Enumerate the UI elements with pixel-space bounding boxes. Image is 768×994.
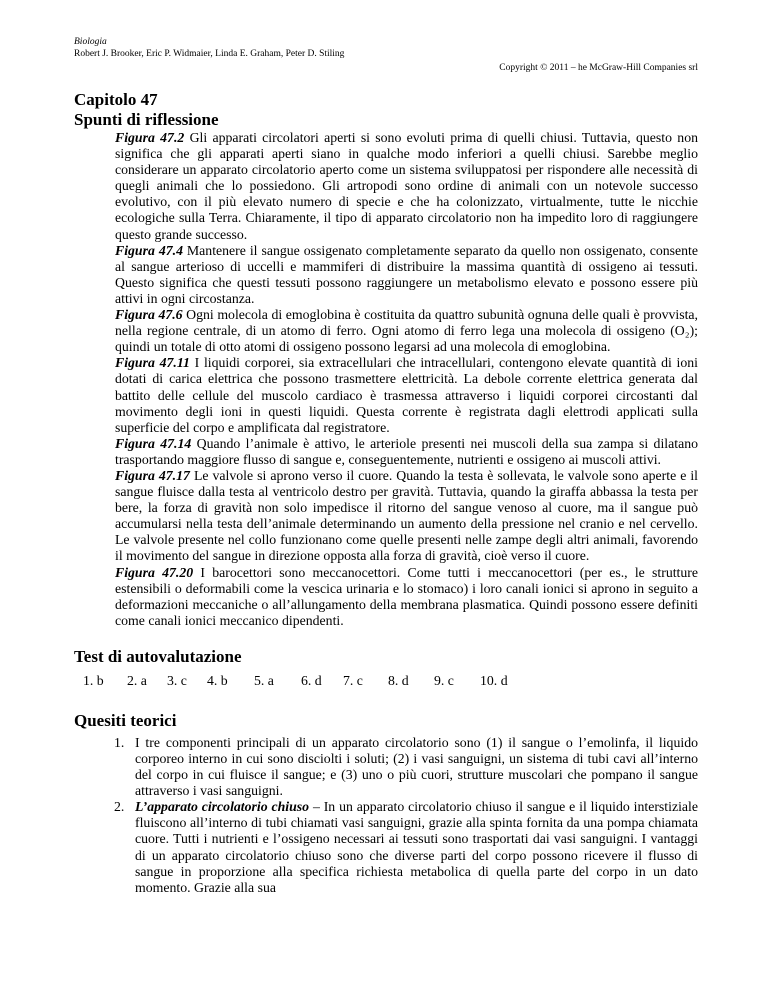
list-item	[74, 799, 698, 896]
section-title-theory-questions: Quesiti teorici	[74, 710, 177, 730]
answer-item: 3. c	[167, 672, 187, 688]
figure-reference: Figura 47.2	[115, 130, 185, 145]
paragraph-figure	[115, 243, 698, 307]
reflections-body	[115, 130, 698, 629]
list-item	[74, 735, 698, 799]
authors-line: Robert J. Brooker, Eric P. Widmaier, Linda E. Graham, Peter D. Stiling	[74, 49, 345, 59]
answer-item: 8. d	[388, 672, 409, 688]
figure-reference: Figura 47.11	[115, 355, 190, 371]
item-text: I tre componenti principali di un apparato circolatorio sono (1) il sangue o l’emolinfa, il liquido corporeo interno in cui sono disciolti i soluti; (2) i vasi sanguigni, un sistema di tubi cavi all’interno del corpo in cui fluisce il sangue; e (3) uno o più cuori, strutture muscolari che pompano il sangue attraverso i vasi sanguigni.	[135, 734, 698, 799]
figure-reference: Figura 47.4	[115, 242, 183, 258]
figure-reference: Figura 47.6	[115, 307, 183, 323]
paragraph-text: Mantenere il sangue ossigenato completamente separato da quello non ossigenato, consente al sangue arterioso di uccelli e mammiferi di distribuire la massima quantità di ossigeno ai tessuti. Questo significa che questi tessuti possono raggiungere un metabolismo elevato e possono essere più attivi in ogni circostanza.	[115, 242, 699, 306]
paragraph-figure	[115, 307, 698, 355]
paragraph-text: Quando l’animale è attivo, le arteriole presenti nei muscoli della sua zampa si dilatano trasportando maggiore flusso di sangue e, conseguentemente, nutrienti e ossigeno ai muscoli attivi.	[115, 435, 698, 467]
paragraph-figure	[115, 436, 698, 468]
answer-item: 7. c	[343, 672, 363, 688]
document-page	[74, 36, 698, 896]
copyright-line: Copyright © 2011 – he McGraw-Hill Companies srl	[499, 63, 698, 73]
paragraph-figure	[115, 468, 698, 565]
paragraph-text: Ogni molecola di emoglobina è costituita da quattro subunità ognuna delle quali è provvista, nella regione centrale, di un atomo di ferro. Ogni atomo di ferro lega una molecola di ossigeno (O₂); quindi un totale di otto atomi di ossigeno possono legarsi ad una molecola di emoglobina.	[115, 307, 698, 355]
question-list	[74, 735, 698, 896]
answer-item: 5. a	[254, 672, 274, 688]
answer-item: 4. b	[207, 672, 228, 688]
chapter-title: Capitolo 47	[74, 90, 158, 109]
figure-reference: Figura 47.20	[115, 564, 194, 580]
item-number: 1.	[114, 734, 125, 750]
paragraph-figure	[115, 130, 698, 243]
answer-item: 1. b	[83, 672, 104, 688]
answer-key	[83, 673, 698, 689]
item-lead: L’apparato circolatorio chiuso	[135, 799, 310, 815]
paragraph-text: I liquidi corporei, sia extracellulari che intracellulari, contengono elevate quantità di ioni dotati di carica elettrica che possono trasmettere elettricità. La debole corrente elettrica generata dal battito delle cellule del muscolo cardiaco è trasmessa attraverso i liquidi corporei circostanti dal movimento degli ioni in questi liquidi. Questa corrente è registrata dagli elettrodi applicati sulla superficie del corpo e amplificata dal registratore.	[115, 355, 699, 435]
paragraph-text: Gli apparati circolatori aperti si sono evoluti prima di quelli chiusi. Tuttavia, questo non significa che gli apparati aperti siano in qualche modo inferiori a quelli chiusi. Sarebbe meglio considerare un apparato circolatorio aperto come un sistema sviluppatosi per rispondere alle necessità di quegli animali che lo possiedono. Gli artropodi sono ordine di animali con un notevole successo evolutivo, con il più elevato numero di specie e che ha colonizzato, virtualmente, tutte le nicchie ecologiche sulla Terra. Chiaramente, il tipo di apparato circolatorio non ha impedito loro di raggiungere questo grande successo.	[115, 130, 698, 242]
section-title-reflections: Spunti di riflessione	[74, 110, 219, 129]
answer-item: 9. c	[434, 672, 454, 688]
paragraph-text: Le valvole si aprono verso il cuore. Quando la testa è sollevata, le valvole sono aperte e il sangue fluisce dalla testa al ventricolo destro per gravità. Tuttavia, quando la giraffa abbassa la testa per bere, la forza di gravità non solo impedisce il ritorno del sangue venoso al cuore, ma il sangue può accumularsi nella testa dell’animale determinando un aumento della pressione nel cranio e nel cervello. Le valvole presente nel collo funzionano come quelle presenti nelle zampe degli altri animali, favorendo il movimento del sangue in direzione opposta alla forza di gravità, cioè verso il cuore.	[115, 467, 698, 564]
book-title: Biologia	[74, 37, 107, 47]
answer-item: 6. d	[301, 672, 322, 688]
section-title-self-test: Test di autovalutazione	[74, 646, 242, 666]
answer-item: 10. d	[480, 672, 508, 688]
answer-item: 2. a	[127, 672, 147, 688]
item-number: 2.	[114, 799, 125, 815]
figure-reference: Figura 47.14	[115, 435, 192, 451]
item-text: – In un apparato circolatorio chiuso il sangue e il liquido interstiziale fluiscono all’interno di tubi chiamati vasi sanguigni, grazie alla spinta fornita da una pompa chiamata cuore. Tutti i nutrienti e l’ossigeno necessari ai tessuti sono trasportati dai vasi sanguigni. I vantaggi di un apparato circolatorio chiuso sono che diverse parti del corpo possono ricevere il flusso di sangue in proporzione alla specifica richiesta metabolica di quella parte del corpo in un dato momento. Grazie alla sua	[135, 799, 698, 895]
paragraph-text: I barocettori sono meccanocettori. Come tutti i meccanocettori (per es., le strutture estensibili o deformabili come la vescica urinaria e lo stomaco) i loro canali ionici si aprono in seguito a deformazioni meccaniche o all’allungamento della membrana plasmatica. Quindi possono essere definiti come canali ionici meccanico dipendenti.	[115, 564, 699, 628]
paragraph-figure	[115, 565, 698, 629]
figure-reference: Figura 47.17	[115, 467, 190, 483]
paragraph-figure	[115, 355, 698, 435]
